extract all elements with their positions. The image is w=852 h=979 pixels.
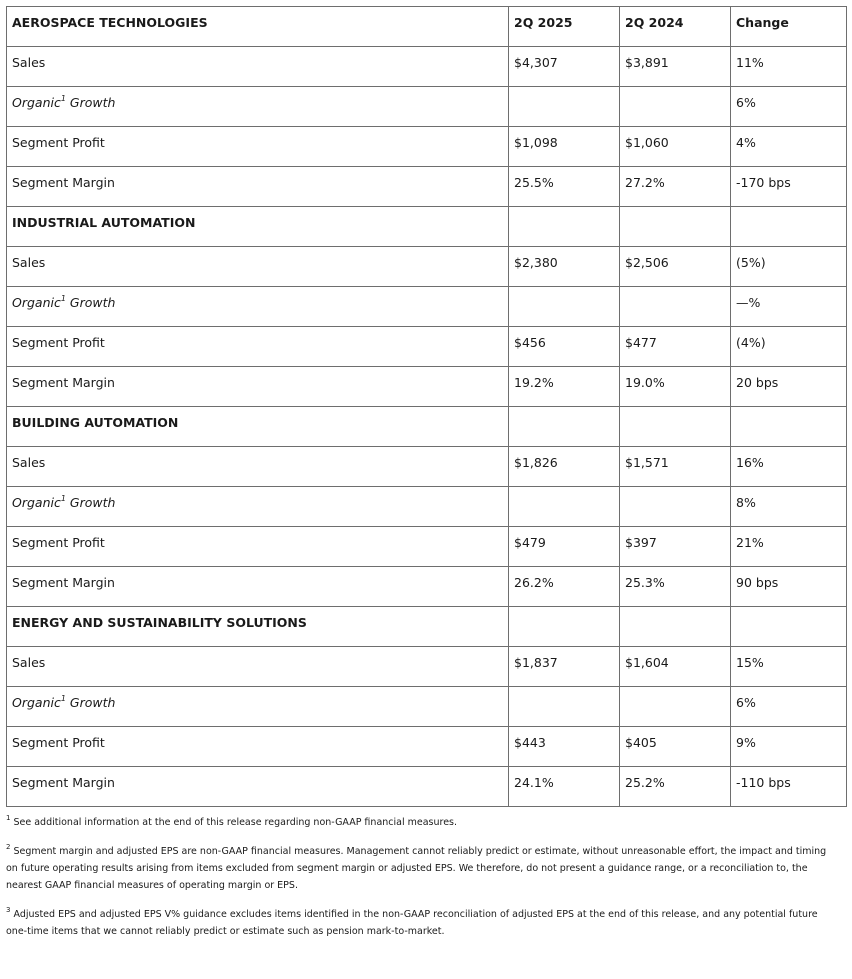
value-change: (5%) xyxy=(731,247,847,287)
value-2q-2025: 25.5% xyxy=(509,167,620,207)
footnote-3: $^3$ Adjusted EPS and adjusted EPS V% guidance excludes items identified in the non-GAAP reconciliation of adjusted EPS at the end of this release, and any potential future one-time items that we cannot reliably predict or estimate such as pension mark-to-market. xyxy=(6,905,818,937)
value-change: 16% xyxy=(731,447,847,487)
row-label: Segment Margin xyxy=(7,767,509,807)
column-header-2q-2025: 2Q 2025 xyxy=(509,7,620,47)
value-change: 21% xyxy=(731,527,847,567)
table-row xyxy=(7,327,847,367)
table-row xyxy=(7,287,847,327)
column-header-change: Change xyxy=(731,7,847,47)
row-label: Segment Profit xyxy=(7,327,509,367)
table-row xyxy=(7,567,847,607)
row-label: Organic$^1$ Growth xyxy=(7,287,509,327)
value-2q-2024: $1,060 xyxy=(620,127,731,167)
empty-cell xyxy=(509,407,620,447)
segment-name: INDUSTRIAL AUTOMATION xyxy=(7,207,509,247)
value-change: 6% xyxy=(731,687,847,727)
row-label: Segment Margin xyxy=(7,367,509,407)
table-row xyxy=(7,167,847,207)
row-label: Organic$^1$ Growth xyxy=(7,487,509,527)
table-row xyxy=(7,87,847,127)
empty-cell xyxy=(620,207,731,247)
value-2q-2024: $3,891 xyxy=(620,47,731,87)
value-2q-2024: 27.2% xyxy=(620,167,731,207)
value-2q-2024: $405 xyxy=(620,727,731,767)
value-2q-2025: $1,826 xyxy=(509,447,620,487)
value-2q-2025 xyxy=(509,87,620,127)
segment-name: BUILDING AUTOMATION xyxy=(7,407,509,447)
table-row xyxy=(7,47,847,87)
value-2q-2024 xyxy=(620,87,731,127)
value-2q-2025: $479 xyxy=(509,527,620,567)
empty-cell xyxy=(731,407,847,447)
segment-name: AEROSPACE TECHNOLOGIES xyxy=(7,7,509,47)
table-row xyxy=(7,727,847,767)
footnote-2: $^2$ Segment margin and adjusted EPS are non-GAAP financial measures. Management cannot reliably predict or estimate, without unreasonable effort, the impact and timing on future operating results arising from items excluded from segment margin or adjusted EPS. We therefore, do not present a guidance range, or a reconciliation to, the nearest GAAP financial measures of operating margin or EPS. xyxy=(6,842,827,891)
table-row xyxy=(7,127,847,167)
table-row xyxy=(7,767,847,807)
value-2q-2024: $1,604 xyxy=(620,647,731,687)
value-2q-2025: 19.2% xyxy=(509,367,620,407)
value-2q-2024: $477 xyxy=(620,327,731,367)
value-change: 8% xyxy=(731,487,847,527)
value-change: —% xyxy=(731,287,847,327)
table-row xyxy=(7,247,847,287)
table-row xyxy=(7,647,847,687)
empty-cell xyxy=(509,207,620,247)
empty-cell xyxy=(731,207,847,247)
value-change: (4%) xyxy=(731,327,847,367)
segment-header-row xyxy=(7,207,847,247)
value-2q-2025: $1,837 xyxy=(509,647,620,687)
empty-cell xyxy=(509,607,620,647)
segment-results-table xyxy=(6,6,847,807)
value-2q-2024: 25.2% xyxy=(620,767,731,807)
value-2q-2025 xyxy=(509,687,620,727)
value-change: 9% xyxy=(731,727,847,767)
value-2q-2024: $1,571 xyxy=(620,447,731,487)
segment-header-row xyxy=(7,607,847,647)
segment-header-row xyxy=(7,7,847,47)
table-row xyxy=(7,687,847,727)
value-change: 11% xyxy=(731,47,847,87)
value-2q-2025: 24.1% xyxy=(509,767,620,807)
footnotes xyxy=(6,814,836,940)
empty-cell xyxy=(620,407,731,447)
value-change: 20 bps xyxy=(731,367,847,407)
footnote-1: $^1$ See additional information at the end of this release regarding non-GAAP financial measures. xyxy=(6,813,458,828)
row-label: Organic$^1$ Growth xyxy=(7,87,509,127)
value-2q-2025: $456 xyxy=(509,327,620,367)
row-label: Sales xyxy=(7,47,509,87)
row-label: Segment Profit xyxy=(7,127,509,167)
value-2q-2025 xyxy=(509,287,620,327)
row-label: Organic$^1$ Growth xyxy=(7,687,509,727)
value-change: 90 bps xyxy=(731,567,847,607)
value-2q-2025 xyxy=(509,487,620,527)
table-row xyxy=(7,487,847,527)
value-change: 15% xyxy=(731,647,847,687)
table-row xyxy=(7,447,847,487)
row-label: Sales xyxy=(7,447,509,487)
segment-name: ENERGY AND SUSTAINABILITY SOLUTIONS xyxy=(7,607,509,647)
value-2q-2024: 19.0% xyxy=(620,367,731,407)
value-2q-2024 xyxy=(620,287,731,327)
row-label: Sales xyxy=(7,247,509,287)
table-row xyxy=(7,527,847,567)
value-change: 4% xyxy=(731,127,847,167)
empty-cell xyxy=(731,607,847,647)
value-2q-2024 xyxy=(620,487,731,527)
value-2q-2025: 26.2% xyxy=(509,567,620,607)
value-2q-2024 xyxy=(620,687,731,727)
value-2q-2025: $4,307 xyxy=(509,47,620,87)
table-row xyxy=(7,367,847,407)
row-label: Sales xyxy=(7,647,509,687)
segment-header-row xyxy=(7,407,847,447)
empty-cell xyxy=(620,607,731,647)
value-change: 6% xyxy=(731,87,847,127)
value-2q-2024: $397 xyxy=(620,527,731,567)
value-2q-2025: $2,380 xyxy=(509,247,620,287)
value-2q-2025: $443 xyxy=(509,727,620,767)
value-2q-2024: 25.3% xyxy=(620,567,731,607)
column-header-2q-2024: 2Q 2024 xyxy=(620,7,731,47)
value-2q-2025: $1,098 xyxy=(509,127,620,167)
row-label: Segment Margin xyxy=(7,167,509,207)
row-label: Segment Profit xyxy=(7,727,509,767)
value-2q-2024: $2,506 xyxy=(620,247,731,287)
row-label: Segment Profit xyxy=(7,527,509,567)
value-change: -170 bps xyxy=(731,167,847,207)
value-change: -110 bps xyxy=(731,767,847,807)
row-label: Segment Margin xyxy=(7,567,509,607)
